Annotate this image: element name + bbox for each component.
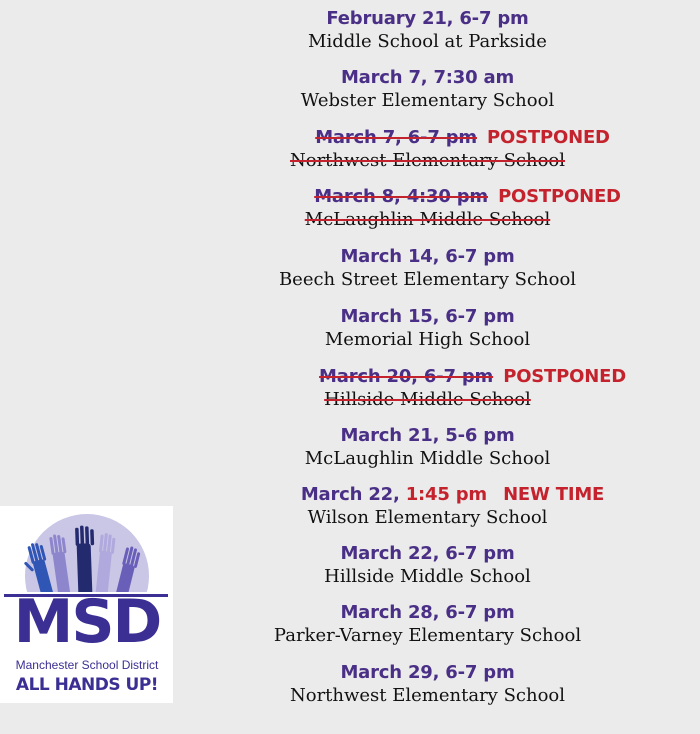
event-date: March 15, 6-7 pm	[340, 306, 515, 327]
event-school: Hillside Middle School	[324, 389, 531, 410]
event-date: March 7, 7:30 am	[340, 67, 515, 88]
event-date: March 8, 4:30 pm	[314, 186, 488, 207]
event-school: Memorial High School	[324, 329, 531, 350]
new-time-badge: NEW TIME	[503, 484, 605, 505]
event-item	[180, 246, 675, 292]
event-item-postponed	[180, 366, 675, 412]
logo-acronym: MSD	[13, 587, 161, 657]
event-item	[180, 306, 675, 352]
event-date: March 22, 6-7 pm	[340, 543, 515, 564]
event-item	[180, 543, 675, 589]
event-date: March 22,	[300, 484, 400, 505]
event-item	[180, 8, 675, 54]
event-school: Hillside Middle School	[324, 566, 531, 587]
event-school: Middle School at Parkside	[308, 31, 547, 52]
event-school: Northwest Elementary School	[289, 685, 566, 706]
event-date: March 20, 6-7 pm	[319, 366, 494, 387]
event-date-line	[180, 484, 675, 506]
postponed-badge: POSTPONED	[487, 127, 610, 148]
event-date: March 14, 6-7 pm	[340, 246, 515, 267]
event-date-line	[180, 186, 675, 208]
event-school: McLaughlin Middle School	[304, 209, 551, 230]
event-date: March 28, 6-7 pm	[340, 602, 515, 623]
event-item	[180, 662, 675, 708]
postponed-badge: POSTPONED	[503, 366, 626, 387]
event-date: March 29, 6-7 pm	[340, 662, 515, 683]
event-date: March 21, 5-6 pm	[340, 425, 515, 446]
event-date-line	[180, 366, 675, 388]
event-school: Webster Elementary School	[300, 90, 555, 111]
event-date: March 7, 6-7 pm	[315, 127, 477, 148]
event-school: Parker-Varney Elementary School	[273, 625, 582, 646]
postponed-badge: POSTPONED	[498, 186, 621, 207]
event-item-postponed	[180, 127, 675, 173]
event-item	[180, 67, 675, 113]
event-date-line	[180, 127, 675, 149]
event-school: Northwest Elementary School	[289, 150, 566, 171]
msd-logo	[0, 506, 173, 703]
event-date: February 21, 6-7 pm	[326, 8, 529, 29]
logo-district-name: Manchester School District	[15, 658, 159, 672]
event-item-postponed	[180, 186, 675, 232]
event-item-new-time	[180, 484, 675, 530]
event-school: Wilson Elementary School	[307, 507, 548, 528]
event-new-time: 1:45 pm	[405, 484, 487, 505]
event-item	[180, 602, 675, 648]
event-item	[180, 425, 675, 471]
event-school: McLaughlin Middle School	[304, 448, 551, 469]
logo-tagline: ALL HANDS UP!	[15, 675, 159, 695]
event-school: Beech Street Elementary School	[278, 269, 577, 290]
